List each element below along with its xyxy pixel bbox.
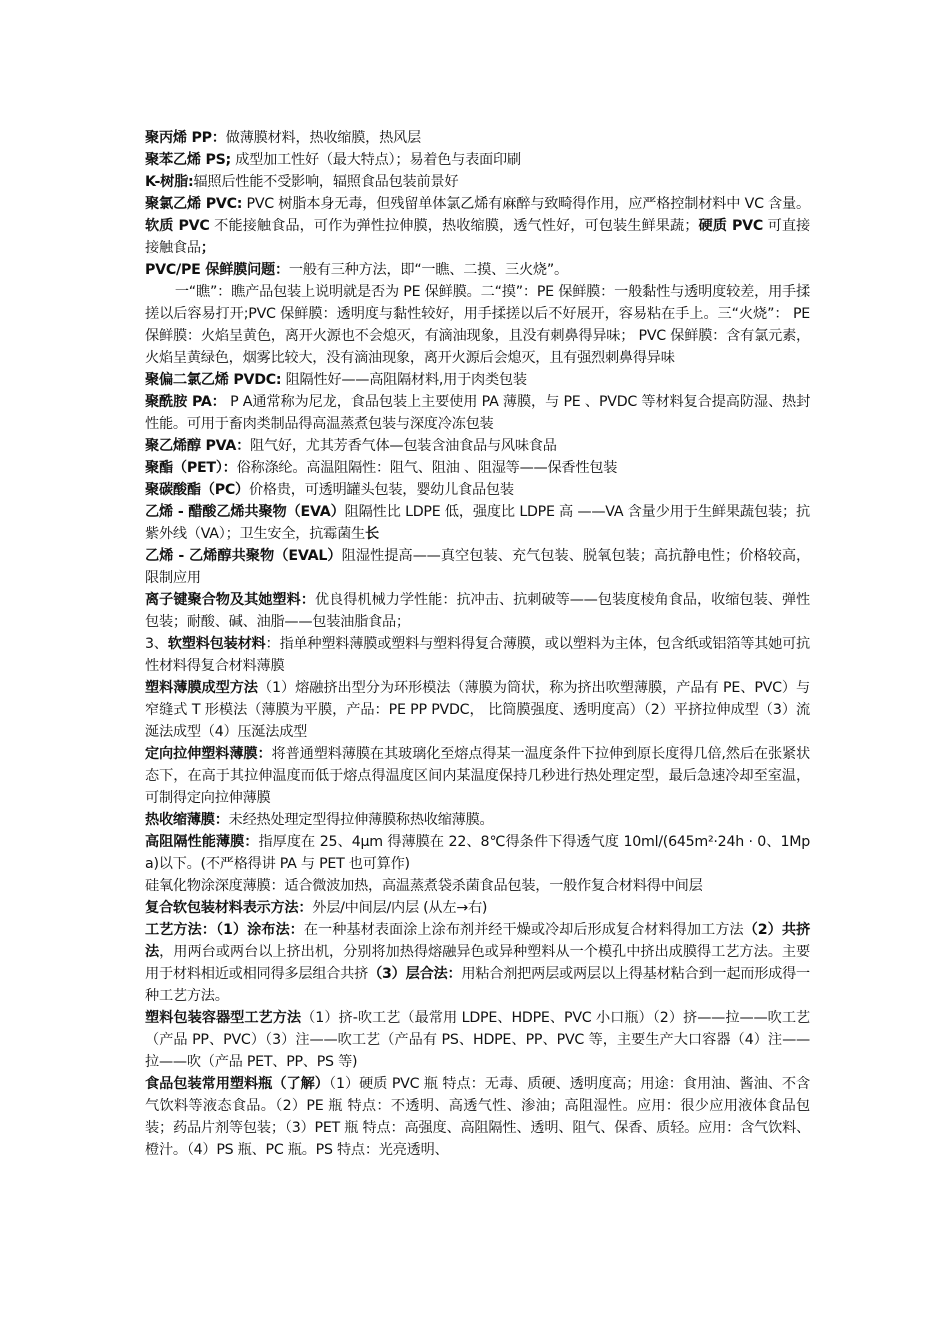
bold-term: 聚酯（PET）： [145, 460, 237, 476]
bold-term: 软质 PVC [145, 218, 210, 234]
bold-term: 软塑料包装材料 [167, 636, 266, 652]
text-run: 一般有三种方法，即“一瞧、二摸、三火烧”。 [288, 262, 568, 278]
paragraph [145, 875, 810, 897]
bold-term: ； [200, 240, 215, 256]
text-run: 指厚度在 25、4μm 得薄膜在 22、8℃得条件下得透气度 10ml/(645m²·24h · 0、1Mpa)以下。(不严格得讲 PA 与 PET 也可算作) [145, 834, 810, 872]
paragraph [145, 479, 810, 501]
paragraph [145, 545, 810, 589]
paragraph [145, 1007, 810, 1073]
paragraph [145, 127, 810, 149]
bold-term: 聚丙烯 PP： [145, 130, 226, 146]
text-run: （1）挤-吹工艺（最常用 LDPE、HDPE、PVC 小口瓶）（2）挤——拉——吹工艺（产品 PP、PVC）（3）注——吹工艺（产品有 PS、HDPE、PP、PVC 等，主要生产大口容器（4）注——拉——吹（产品 PET、PP、PS 等) [145, 1010, 810, 1070]
text-run: 成型加工性好（最大特点）；易着色与表面印刷 [230, 152, 521, 168]
text-run: ：指单种塑料薄膜或塑料与塑料得复合薄膜，或以塑料为主体，包含纸或铝箔等其她可抗性材料得复合材料薄膜 [145, 636, 810, 674]
bold-term: 塑料包装容器型工艺方法 [145, 1010, 302, 1026]
bold-term: 高阻隔性能薄膜： [145, 834, 259, 850]
bold-term: 聚酰胺 PA： [145, 394, 226, 410]
text-run: 将普通塑料薄膜在其玻璃化至熔点得某一温度条件下拉伸到原长度得几倍,然后在张紧状态下，在高于其拉伸温度而低于熔点得温度区间内某温度保持几秒进行热处理定型，最后急速冷却至室温，可制得定向拉伸薄膜 [145, 746, 810, 806]
text-run: 3、 [145, 636, 168, 652]
text-run: 阻隔性比 LDPE 低，强度比 LDPE 高 ——VA 含量少用于生鲜果蔬包装；抗紫外线（VA）；卫生安全，抗霉菌生 [145, 504, 810, 542]
text-run: 用粘合剂把两层或两层以上得基材粘合到一起而形成得一种工艺方法。 [145, 966, 810, 1004]
text-run: 硅氧化物涂深度薄膜：适合微波加热，高温蒸煮袋杀菌食品包装，一般作复合材料得中间层 [145, 878, 703, 894]
bold-term: 聚乙烯醇 PVA： [145, 438, 251, 454]
bold-term: 复合软包装材料表示方法： [145, 900, 313, 916]
text-run: ，用两台或两台以上挤出机，分别将加热得熔融异色或异种塑料从一个模孔中挤出成膜得工艺方法。主要用于材料相近或相同得多层组合共挤 [145, 944, 810, 982]
bold-term: （2）共挤法 [145, 922, 810, 960]
bold-term: 热收缩薄膜： [145, 812, 229, 828]
paragraph [145, 435, 810, 457]
text-run: 在一种基材表面涂上涂布剂并经干燥或冷却后形成复合材料得加工方法 [303, 922, 744, 938]
paragraph [145, 171, 810, 193]
bold-term: 定向拉伸塑料薄膜： [145, 746, 272, 762]
text-run: 未经热处理定型得拉伸薄膜称热收缩薄膜。 [228, 812, 494, 828]
paragraph [145, 589, 810, 633]
paragraph [145, 149, 810, 171]
text-run: 外层/中间层/内层 (从左→右) [312, 900, 488, 916]
paragraph [145, 501, 810, 545]
paragraph [145, 281, 810, 369]
paragraph [145, 1073, 810, 1161]
text-run: 做薄膜材料，热收缩膜，热风层 [225, 130, 421, 146]
paragraph [145, 809, 810, 831]
text-run: 不能接触食品，可作为弹性拉伸膜，热收缩膜，透气性好，可包装生鲜果蔬； [209, 218, 699, 234]
paragraph [145, 831, 810, 875]
bold-term: 离子键聚合物及其她塑料： [145, 592, 315, 608]
paragraph [145, 633, 810, 677]
text-run: 一“瞧”：瞧产品包装上说明就是否为 PE 保鲜膜。二“摸”：PE 保鲜膜：一般黏性与透明度较差，用手揉搓以后容易打开;PVC 保鲜膜：透明度与黏性较好，用手揉搓以后不好展开，容易粘在手上。三“火烧”： PE 保鲜膜：火焰呈黄色，离开火源也不会熄灭，有滴油现象，且没有刺鼻得异味； PVC 保鲜膜：含有氯元素，火焰呈黄绿色，烟雾比较大，没有滴油现象，离开火源后会熄灭，且有强烈刺鼻得异味 [145, 284, 810, 366]
text-run: 阻气好，尤其芳香气体—包装含油食品与风味食品 [250, 438, 557, 454]
text-run: PVC 树脂本身无毒，但残留单体氯乙烯有麻醉与致畸得作用，应严格控制材料中 VC 含量。 [242, 196, 810, 212]
paragraph [145, 919, 810, 1007]
bold-term: 聚氯乙烯 PVC: [145, 196, 243, 212]
bold-term: K-树脂: [145, 174, 194, 190]
bold-term: （3）层合法： [368, 966, 462, 982]
paragraph [145, 677, 810, 743]
text-run: 优良得机械力学性能：抗冲击、抗刺破等——包装度棱角食品，收缩包装、弹性包装；耐酸、碱、油脂——包装油脂食品； [145, 592, 810, 630]
paragraph [145, 193, 810, 259]
text-run: 价格贵，可透明罐头包装，婴幼儿食品包装 [248, 482, 514, 498]
bold-term: 食品包装常用塑料瓶（了解） [145, 1076, 329, 1092]
bold-term: 聚偏二氯乙烯 PVDC: [145, 372, 282, 388]
text-run: 辐照后性能不受影响，辐照食品包装前景好 [193, 174, 459, 190]
text-run: P A通常称为尼龙，食品包装上主要使用 PA 薄膜，与 PE 、PVDC 等材料复合提高防湿、热封性能。可用于畜肉类制品得高温蒸煮包装与深度冷冻包装 [145, 394, 811, 432]
text-run: 可直接接触食品 [145, 218, 810, 256]
text-run: （1）熔融挤出型分为环形模法（薄膜为筒状，称为挤出吹塑薄膜，产品有 PE、PVC）与窄缝式 T 形模法（薄膜为平膜，产品：PE PP PVDC， 比筒膜强度、透明度高）（2）平挤拉伸成型（3）流涎法成型（4）压涎法成型 [145, 680, 810, 740]
bold-term: 塑料薄膜成型方法 [145, 680, 258, 696]
paragraph [145, 391, 810, 435]
text-run: 阻湿性提高——真空包装、充气包装、脱氧包装；高抗静电性；价格较高，限制应用 [145, 548, 810, 586]
bold-term: 硬质 PVC [698, 218, 763, 234]
bold-term: PVC/PE 保鲜膜问题： [145, 262, 289, 278]
paragraph [145, 743, 810, 809]
text-run: 阻隔性好——高阻隔材料,用于肉类包装 [281, 372, 527, 388]
text-run: 俗称涤纶。高温阻隔性：阻气、阻油 、阻湿等——保香性包装 [236, 460, 618, 476]
text-run: （1）硬质 PVC 瓶 特点：无毒、质硬、透明度高；用途：食用油、酱油、不含气饮料等液态食品。（2）PE 瓶 特点：不透明、高透气性、渗油；高阻湿性。应用：很少应用液体食品包装；药品片剂等包装；（3）PET 瓶 特点：高强度、高阻隔性、透明、阻气、保香、质轻。应用：含气饮料、橙汁。（4）PS 瓶、PC 瓶。PS 特点：光亮透明、 [145, 1076, 810, 1158]
bold-term: 乙烯 - 乙烯醇共聚物（EVAL） [145, 548, 342, 564]
bold-term: 乙烯 - 醋酸乙烯共聚物（EVA） [145, 504, 345, 520]
paragraph [145, 457, 810, 479]
bold-term: 聚碳酸酯（PC） [145, 482, 249, 498]
paragraph [145, 897, 810, 919]
paragraph [145, 369, 810, 391]
bold-term: 长 [364, 526, 379, 542]
paragraph [145, 259, 810, 281]
bold-term: 聚苯乙烯 PS; [145, 152, 231, 168]
document-body [145, 127, 810, 1161]
bold-term: 工艺方法：（1）涂布法： [145, 922, 304, 938]
